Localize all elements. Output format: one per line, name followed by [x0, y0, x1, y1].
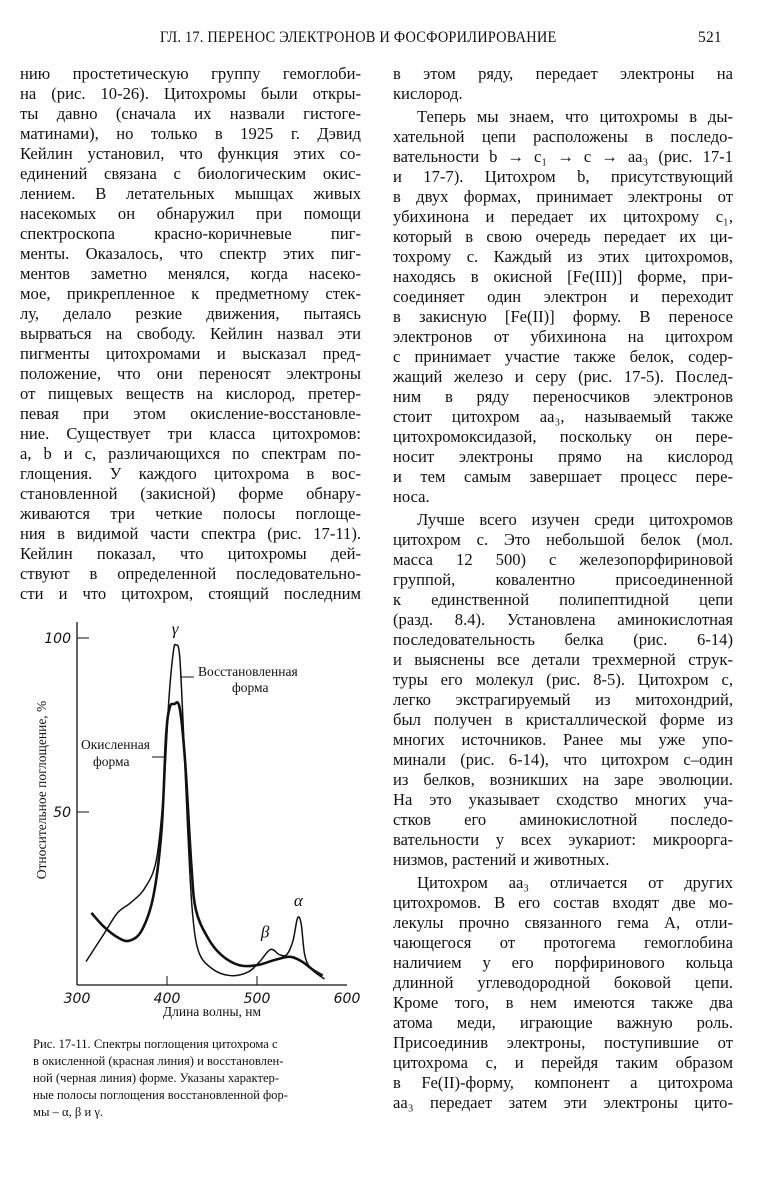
text-line: мое, прикрепленное к предметному стек- — [20, 284, 361, 303]
caption-line: мы – α, β и γ. — [33, 1105, 104, 1119]
text-line: жащий железо и серу (рис. 17-5). Послед- — [393, 367, 733, 386]
text-line: Теперь мы знаем, что цитохромы в ды- — [417, 107, 733, 126]
text-line: Присоединив электроны, поступившие от — [393, 1033, 733, 1052]
paragraph — [20, 64, 361, 604]
text-line: aa₃ передает затем эти электроны цито- — [393, 1093, 733, 1112]
caption-line: Рис. 17-11. Спектры поглощения цитохрома c — [33, 1037, 278, 1051]
text-line: минали (рис. 6-14), что цитохром c–один — [393, 750, 733, 769]
band-label: α — [293, 890, 303, 910]
paragraph — [393, 107, 733, 507]
right-text-column — [393, 64, 733, 1116]
text-line: кислород. — [393, 84, 463, 103]
oxidized-form-label-line2: форма — [93, 754, 130, 769]
text-line: единений связана с биологическим окис- — [20, 164, 361, 183]
text-line: чающегося от протогема гемоглобина — [393, 933, 733, 952]
text-line: последовательность белка (рис. 6-14) — [393, 630, 733, 649]
x-tick-label: 300 — [63, 991, 91, 1007]
text-line: к единственной полипептидной цепи — [393, 590, 733, 609]
x-tick-label: 500 — [243, 991, 271, 1007]
text-line: Кейлин установил, что функция этих со- — [20, 144, 361, 163]
text-line: ния в видимой части спектра (рис. 17-11). — [20, 524, 361, 543]
text-line: живаются три четкие полосы поглоще- — [20, 504, 361, 523]
text-line: a, b и c, различающихся по спектрам по- — [20, 444, 361, 463]
caption-line: ные полосы поглощения восстановленной фор- — [33, 1088, 288, 1102]
reduced-form-label-line2: форма — [232, 680, 269, 695]
text-line: Цитохром aa₃ отличается от других — [417, 873, 733, 892]
text-line: На это указывает сходство многих уча- — [393, 790, 733, 809]
paragraph — [393, 64, 733, 104]
text-line: спектроскопа красно-коричневые пиг- — [20, 224, 361, 243]
text-line: ние. Существует три класса цитохромов: — [20, 424, 361, 443]
text-line: группой, ковалентно присоединенной — [393, 570, 733, 589]
x-tick-label: 600 — [333, 991, 361, 1007]
text-line: на (рис. 10-26). Цитохромы были откры- — [20, 84, 361, 103]
text-line: стков его аминокислотной последо- — [393, 810, 733, 829]
chart-axes — [44, 619, 361, 1007]
text-line: в двух формах, принимает электроны от — [393, 187, 733, 206]
left-text-column — [20, 64, 361, 607]
text-line: сти и что цитохром, стоящий последним — [20, 584, 361, 603]
text-line: наличием у его порфиринового кольца — [393, 953, 733, 972]
text-line: глощения. У каждого цитохрома в вос- — [20, 464, 361, 483]
paragraph — [393, 873, 733, 1113]
text-line: носит электроны прямо на кислород — [393, 447, 733, 466]
y-tick-label: 100 — [44, 631, 71, 647]
text-line: пигменты цитохромами и высказал пред- — [20, 344, 361, 363]
text-line: ствуют в определенной последовательно- — [20, 564, 361, 583]
text-line: ним в ряду переносчиков электронов — [393, 387, 733, 406]
text-line: тохрому c. Каждый из этих цитохромов, — [393, 247, 733, 266]
text-line: от пищевых веществ на кислород, претер- — [20, 384, 361, 403]
text-line: (разд. 8.4). Установлена аминокислотная — [393, 610, 733, 629]
text-line: легко экстрагируемый из митохондрий, — [393, 690, 733, 709]
text-line: лу, делало резкие движения, пытаясь — [20, 304, 361, 323]
caption-line: ной (черная линия) форме. Указаны характер- — [33, 1071, 280, 1085]
text-line: лением. В летательных мышцах живых — [20, 184, 361, 203]
text-line: и выяснены все детали трехмерной струк- — [393, 650, 733, 669]
text-line: Кроме того, в нем имеются также два — [393, 993, 733, 1012]
oxidized-form-label-line1: Окисленная — [81, 737, 150, 752]
text-line: менты. Оказалось, что спектр этих пиг- — [20, 244, 361, 263]
text-line: атома меди, играющие важную роль. — [393, 1013, 733, 1032]
text-line: вырваться на свободу. Кейлин назвал эти — [20, 324, 361, 343]
text-line: находясь в окисной [Fe(III)] форме, при- — [393, 267, 733, 286]
reduced-form-label-line1: Восстановленная — [198, 664, 298, 679]
x-axis-label: Длина волны, нм — [162, 1004, 262, 1019]
text-line: цитохромоксидазой, поскольку он пере- — [393, 427, 733, 446]
text-line: насекомых он обнаружил при помощи — [20, 204, 361, 223]
text-line: туры его молекул (рис. 8-5). Цитохром c, — [393, 670, 733, 689]
text-line: и тем самым завершает процесс пере- — [393, 467, 733, 486]
text-line: ты давно (сначала их назвали гистоге- — [20, 104, 361, 123]
text-line: цитохром c. Это небольшой белок (мол. — [393, 530, 733, 549]
band-label: β — [260, 922, 270, 942]
text-line: положение, что они переносят электроны — [20, 364, 361, 383]
text-line: и 17-7). Цитохром b, присутствующий — [393, 167, 733, 186]
text-line: лекулы прочно связанного гема А, отли- — [393, 913, 733, 932]
text-line: стоит цитохром aa₃, называемый также — [393, 407, 733, 426]
text-line: цитохромов. В его состав входят две мо- — [393, 893, 733, 912]
text-line: длинной углеводородной боковой цепи. — [393, 973, 733, 992]
text-line: носа. — [393, 487, 430, 506]
text-line: многих источников. Ранее мы уже упо- — [393, 730, 733, 749]
text-line: ментов заметно менялся, когда насеко- — [20, 264, 361, 283]
text-line: становленной (закисной) форме обнару- — [20, 484, 361, 503]
absorption-spectrum-chart — [0, 600, 380, 1030]
figure-caption — [33, 1036, 353, 1121]
text-line: электронов от убихинона на цитохром — [393, 327, 733, 346]
text-line: из белков, возникших на заре эволюции. — [393, 770, 733, 789]
band-label: γ — [171, 619, 179, 639]
text-line: Кейлин показал, что цитохромы дей- — [20, 544, 361, 563]
text-line: соединяет один электрон и переходит — [393, 287, 733, 306]
text-line: в Fe(II)-форму, компонент a цитохрома — [393, 1073, 733, 1092]
text-line: цитохрома c, и перейдя таким образом — [393, 1053, 733, 1072]
page-number: 521 — [698, 29, 722, 46]
text-line: c принимает участие также белок, содер- — [393, 347, 733, 366]
text-line: певая при этом окисление-восстановле- — [20, 404, 361, 423]
text-line: нию простетическую группу гемоглоби- — [20, 64, 361, 83]
text-line: в этом ряду, передает электроны на — [393, 64, 733, 83]
text-line: в закисную [Fe(II)] форму. В переносе — [393, 307, 733, 326]
text-line: убихинона и передает их цитохрому c₁, — [393, 207, 733, 226]
text-line: вательности b → c₁ → c → aa₃ (рис. 17-1 — [393, 147, 733, 166]
text-line: хательной цепи расположены в последо- — [393, 127, 733, 146]
text-line: Лучше всего изучен среди цитохромов — [417, 510, 733, 529]
text-line: матинами), но только в 1925 г. Дэвид — [20, 124, 361, 143]
caption-line: в окисленной (красная линия) и восстановлен- — [33, 1054, 284, 1068]
text-line: низмов, растений и животных. — [393, 850, 610, 869]
x-tick-label: 400 — [153, 991, 181, 1007]
text-line: который в свою очередь передает их ци- — [393, 227, 733, 246]
text-line: вательности у всех эукариот: микроорга- — [393, 830, 733, 849]
y-axis-label: Относительное поглощение, % — [34, 700, 49, 880]
text-line: масса 12 500) с железопорфириновой — [393, 550, 733, 569]
text-line: был получен в кристаллической форме из — [393, 710, 733, 729]
paragraph — [393, 510, 733, 870]
y-tick-label: 50 — [53, 805, 71, 821]
running-header-title: ГЛ. 17. ПЕРЕНОС ЭЛЕКТРОНОВ И ФОСФОРИЛИРОВАНИЕ — [160, 29, 557, 46]
reduced-form-curve — [86, 644, 325, 979]
